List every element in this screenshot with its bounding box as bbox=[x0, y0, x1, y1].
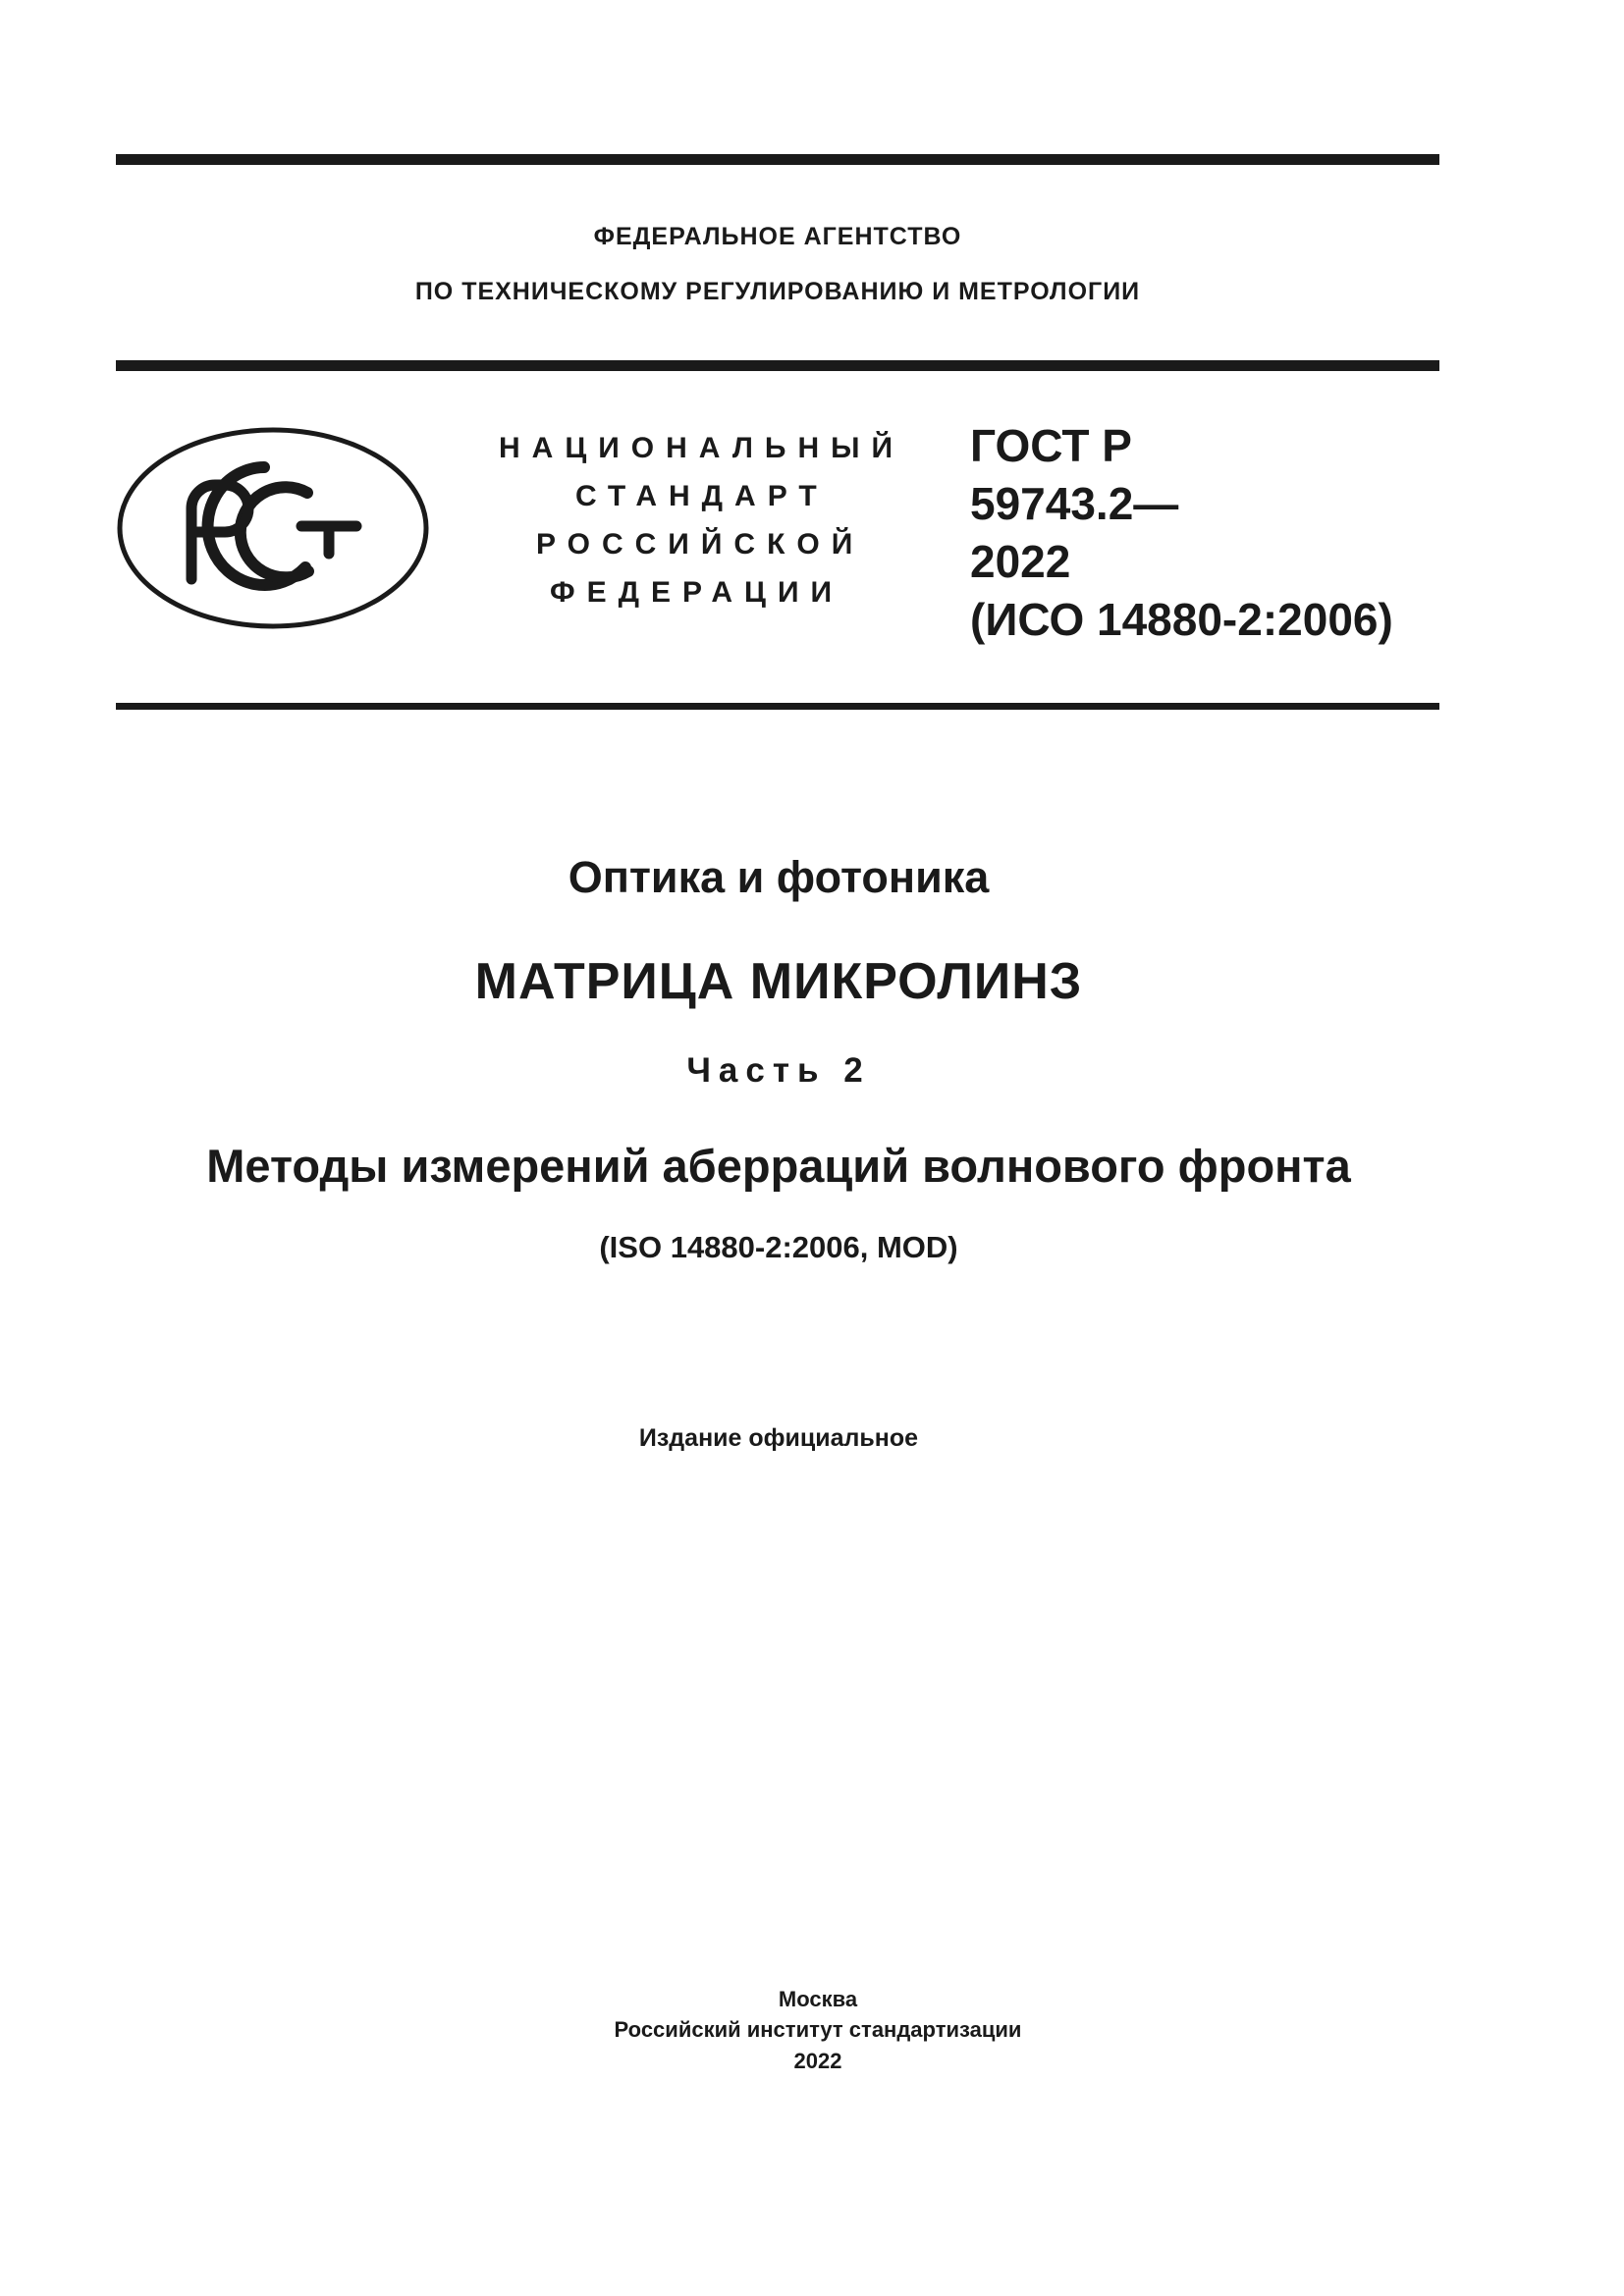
agency-name-line-2: ПО ТЕХНИЧЕСКОМУ РЕГУЛИРОВАНИЮ И МЕТРОЛОГИИ bbox=[414, 278, 1141, 305]
agency-name-line-1: ФЕДЕРАЛЬНОЕ АГЕНТСТВО bbox=[593, 223, 962, 250]
iso-reference: (ISO 14880-2:2006, MOD) bbox=[599, 1230, 958, 1264]
gost-designation-line: ГОСТ Р bbox=[970, 420, 1132, 471]
document-title: МАТРИЦА МИКРОЛИНЗ bbox=[474, 953, 1083, 1010]
national-standard-line: РОССИЙСКОЙ bbox=[536, 528, 865, 561]
gost-designation bbox=[970, 417, 1393, 649]
gost-designation-line: 2022 bbox=[970, 536, 1071, 587]
publication-year: 2022 bbox=[793, 2049, 842, 2073]
national-standard-label bbox=[481, 424, 923, 616]
publisher-city: Москва bbox=[778, 1987, 858, 2011]
national-standard-line: НАЦИОНАЛЬНЫЙ bbox=[499, 432, 905, 464]
part-number: Часть 2 bbox=[686, 1051, 871, 1090]
gost-designation-line: (ИСО 14880-2:2006) bbox=[970, 594, 1393, 645]
national-standard-line: ФЕДЕРАЦИИ bbox=[550, 576, 844, 609]
publisher-organization: Российский институт стандартизации bbox=[614, 2017, 1022, 2042]
top-rule bbox=[116, 154, 1439, 165]
gost-designation-line: 59743.2— bbox=[970, 478, 1179, 529]
middle-rule bbox=[116, 360, 1439, 371]
part-title: Методы измерений аберраций волнового фронта bbox=[206, 1140, 1351, 1192]
edition-note: Издание официальное bbox=[638, 1424, 919, 1452]
rst-emblem-icon bbox=[115, 424, 431, 632]
bottom-rule bbox=[116, 703, 1439, 710]
national-standard-line: СТАНДАРТ bbox=[575, 480, 829, 512]
subject-area: Оптика и фотоника bbox=[568, 852, 990, 902]
